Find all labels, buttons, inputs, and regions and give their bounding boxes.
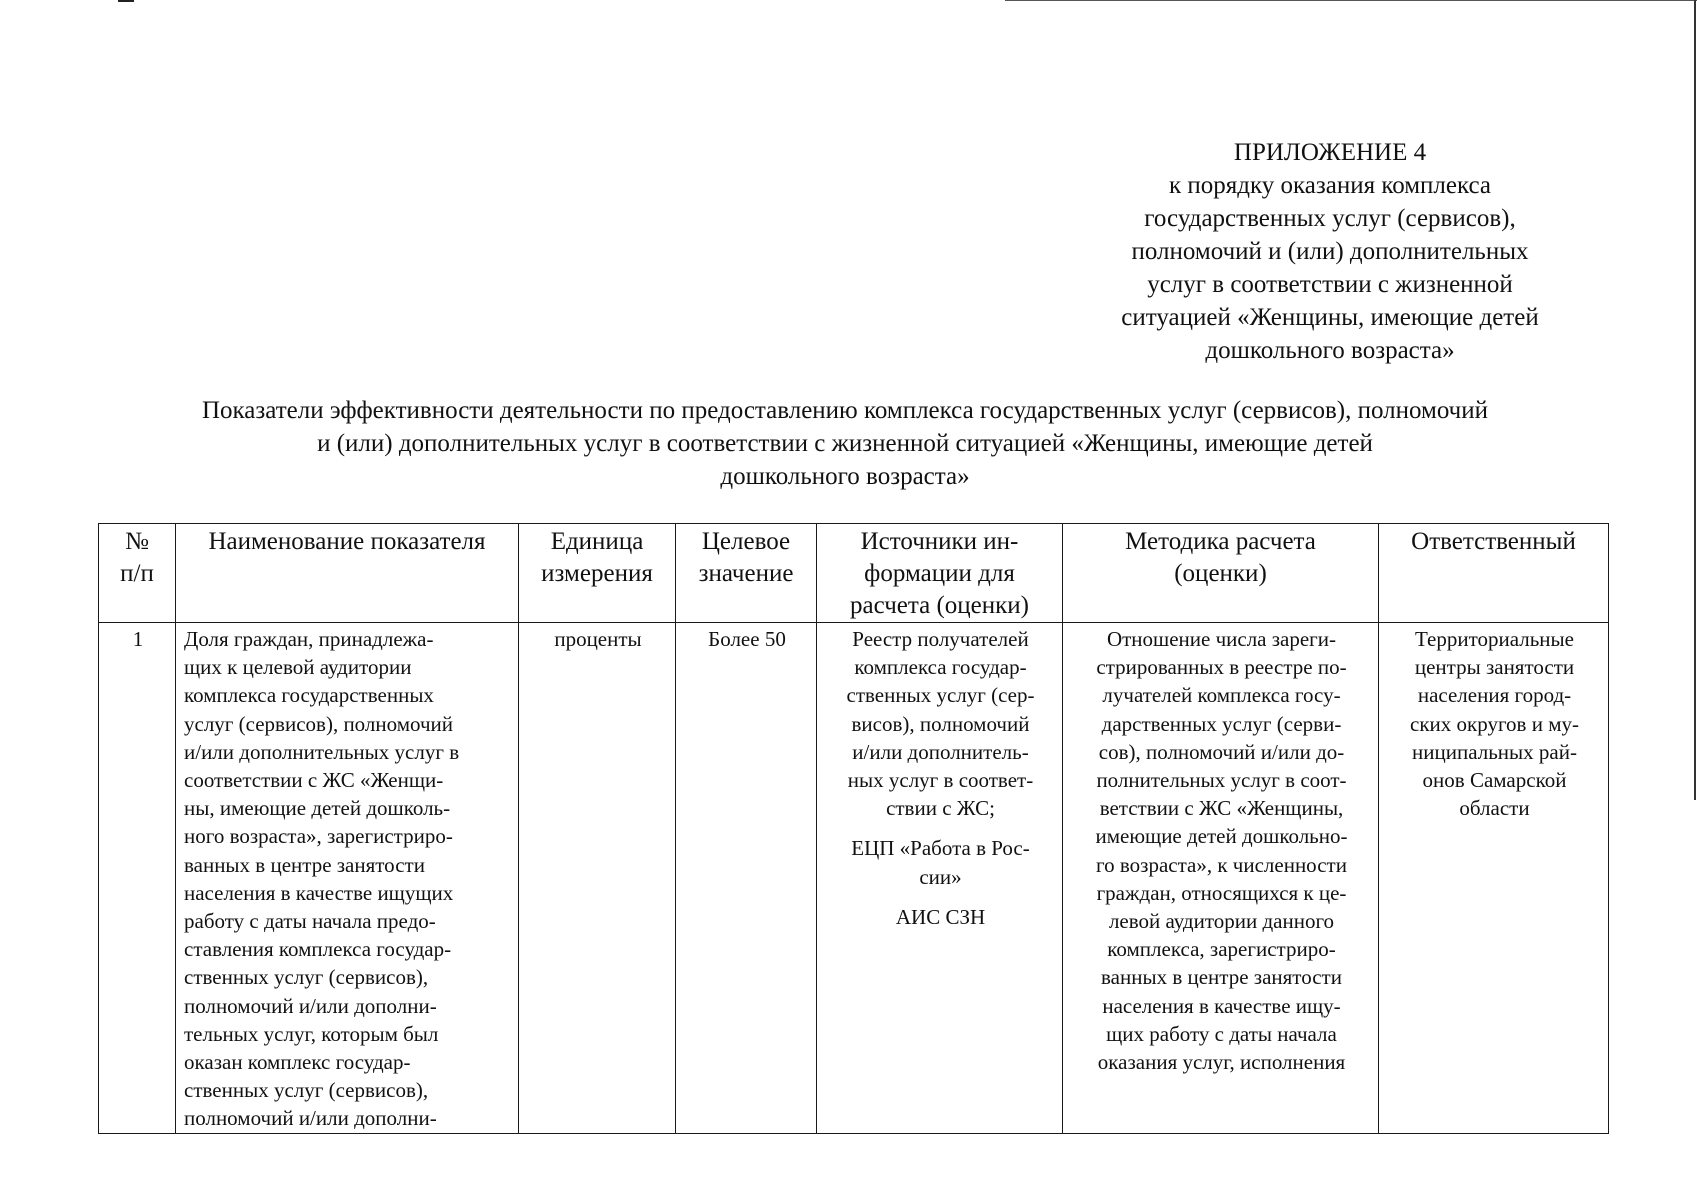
text-line: ских округов и му- — [1410, 711, 1579, 736]
header-text: расчета (оценки) — [850, 592, 1029, 619]
appendix-header — [1085, 136, 1575, 367]
appendix-title: ПРИЛОЖЕНИЕ 4 — [1233, 139, 1427, 166]
text-line: ственных услуг (сервисов), — [184, 1078, 429, 1103]
text-line: дарственных услуг (серви- — [1101, 711, 1342, 736]
header-number — [99, 524, 176, 623]
text-line: ванных в центре занятости — [1101, 965, 1342, 990]
header-text: формации для — [864, 560, 1015, 587]
text-line: ванных в центре занятости — [184, 852, 425, 877]
appendix-line: услуг в соответствии с жизненной — [1147, 271, 1513, 298]
indicator-name-text — [176, 623, 518, 1133]
cell-method — [1063, 623, 1379, 1134]
header-target-value — [676, 524, 817, 623]
paragraph-gap — [825, 891, 1056, 903]
text-line: комплекса государственных — [184, 683, 434, 708]
header-text: измерения — [541, 560, 653, 587]
method-text — [1063, 623, 1378, 1076]
header-method — [1063, 524, 1379, 623]
header-text: Целевое — [701, 528, 791, 555]
table-header-row — [99, 524, 1609, 623]
appendix-line: к порядку оказания комплекса — [1168, 172, 1492, 199]
header-text: Ответственный — [1411, 528, 1576, 555]
text-line: ных услуг в соответ- — [847, 768, 1034, 793]
table-row — [99, 623, 1609, 1134]
text-line: левой аудитории данного — [1108, 909, 1335, 934]
indicators-table — [98, 523, 1609, 1134]
header-text: Источники ин- — [860, 528, 1019, 555]
header-text: Методика расчета — [1125, 528, 1316, 555]
text-line: Отношение числа зареги- — [1106, 627, 1337, 651]
text-line: сии» — [919, 864, 962, 889]
text-line: АИС СЗН — [895, 904, 986, 929]
header-unit — [519, 524, 676, 623]
responsible-text — [1379, 623, 1608, 822]
paragraph-gap — [825, 822, 1056, 834]
cell-number — [99, 623, 176, 1134]
cell-unit — [519, 623, 676, 1134]
text-line: и/или дополнительных услуг в — [184, 739, 460, 764]
text-line: центры занятости — [1414, 655, 1575, 680]
text-line: щих к целевой аудитории — [184, 655, 412, 680]
text-line: ниципальных рай- — [1412, 739, 1577, 764]
row-number: 1 — [132, 627, 144, 651]
cell-sources — [817, 623, 1063, 1134]
text-line: лучателей комплекса госу- — [1102, 683, 1341, 708]
text-line: населения в качестве ищу- — [1102, 993, 1341, 1018]
text-line: висов), полномочий — [851, 711, 1030, 736]
text-line: граждан, относящихся к це- — [1096, 880, 1347, 905]
text-line: Доля граждан, принадлежа- — [184, 627, 434, 651]
cell-target-value — [676, 623, 817, 1134]
text-line: полнительных услуг в соот- — [1096, 768, 1347, 793]
text-line: ственных услуг (сервисов), — [184, 965, 429, 990]
text-line: Территориальные — [1415, 627, 1574, 651]
header-text: (оценки) — [1174, 560, 1267, 587]
text-line: ны, имеющие детей дошколь- — [184, 796, 451, 821]
text-line: го возраста», к численности — [1096, 852, 1347, 877]
text-line: ствии с ЖС; — [886, 796, 995, 821]
header-text: Наименование показателя — [208, 528, 486, 555]
text-line: ного возраста», зарегистриро- — [184, 824, 453, 849]
text-line: населения в качестве ищущих — [184, 880, 454, 905]
text-line: тельных услуг, которым был — [184, 1021, 439, 1046]
appendix-line: государственных услуг (сервисов), — [1144, 205, 1516, 232]
text-line: ЕЦП «Работа в Рос- — [851, 836, 1030, 861]
text-line: соответствии с ЖС «Женщи- — [184, 768, 444, 793]
header-sources — [817, 524, 1063, 623]
target-value: Более 50 — [708, 627, 786, 651]
header-text: п/п — [120, 560, 154, 587]
scan-edge-mark-right — [1694, 0, 1696, 800]
text-line: оказания услуг, исполнения — [1097, 1050, 1346, 1075]
text-line: ветствии с ЖС «Женщины, — [1099, 796, 1344, 821]
text-line: оказан комплекс государ- — [184, 1050, 411, 1075]
header-responsible — [1379, 524, 1609, 623]
header-indicator-name — [176, 524, 519, 623]
scan-edge-mark-top-left — [118, 0, 134, 2]
text-line: комплекса, зарегистриро- — [1107, 937, 1336, 962]
text-line: онов Самарской — [1422, 768, 1567, 793]
scan-edge-mark-top-right — [1005, 0, 1697, 1]
text-line: Реестр получателей — [852, 627, 1029, 651]
document-title — [100, 394, 1590, 493]
text-line: работу с даты начала предо- — [184, 909, 436, 934]
appendix-line: ситуацией «Женщины, имеющие детей — [1121, 304, 1539, 331]
text-line: стрированных в реестре по- — [1096, 655, 1347, 680]
text-line: полномочий и/или дополни- — [184, 993, 437, 1018]
text-line: населения город- — [1417, 683, 1572, 708]
text-line: ставления комплекса государ- — [184, 937, 452, 962]
appendix-line: дошкольного возраста» — [1205, 337, 1455, 364]
sources-text — [817, 623, 1062, 931]
header-text: значение — [698, 560, 794, 587]
text-line: полномочий и/или дополни- — [184, 1106, 437, 1131]
appendix-line: полномочий и (или) дополнительных — [1131, 238, 1529, 265]
header-text: Единица — [550, 528, 644, 555]
text-line: и/или дополнитель- — [852, 739, 1029, 764]
text-line: области — [1459, 796, 1530, 821]
text-line: ственных услуг (сер- — [846, 683, 1035, 708]
unit-value: проценты — [554, 627, 642, 651]
text-line: комплекса государ- — [854, 655, 1027, 680]
document-title-line: дошкольного возраста» — [720, 463, 970, 490]
document-title-line: и (или) дополнительных услуг в соответствии с жизненной ситуацией «Женщины, имеющие детей — [317, 430, 1373, 457]
cell-indicator-name — [176, 623, 519, 1134]
text-line: имеющие детей дошкольно- — [1095, 824, 1348, 849]
header-text: № — [125, 528, 149, 555]
text-line: щих работу с даты начала — [1106, 1021, 1337, 1046]
text-line: услуг (сервисов), полномочий — [184, 711, 454, 736]
document-title-line: Показатели эффективности деятельности по предоставлению комплекса государственных услуг (сервисов), полномочий — [201, 397, 1489, 424]
text-line: сов), полномочий и/или до- — [1098, 739, 1345, 764]
cell-responsible — [1379, 623, 1609, 1134]
